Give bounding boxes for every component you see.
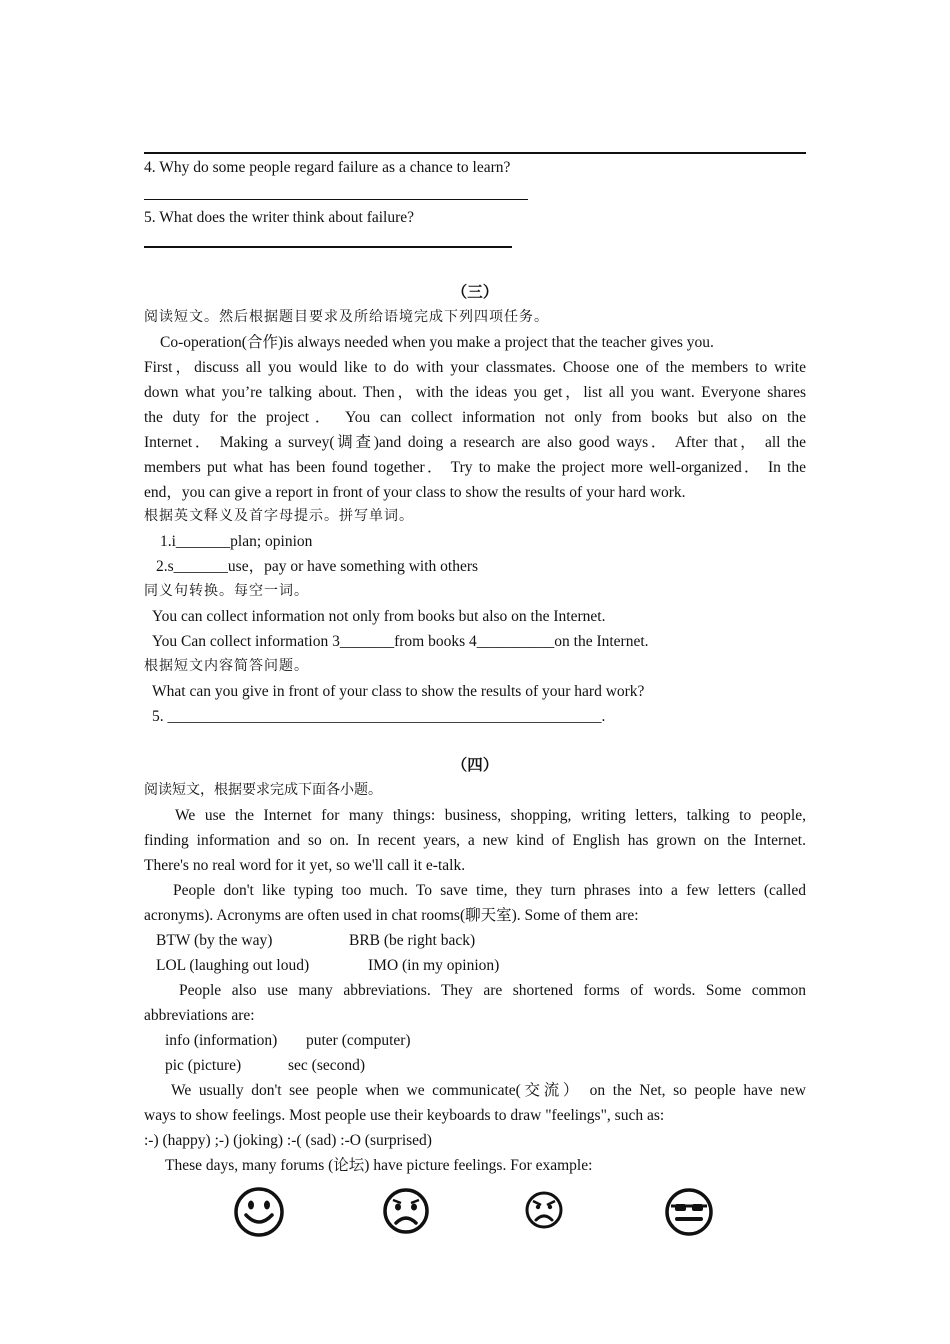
question-4: 4. Why do some people regard failure as a chance to learn? (144, 159, 511, 176)
paragraph-line: ways to show feelings. Most people use their keyboards to draw "feelings", such as: (144, 1107, 665, 1124)
section-4-title: （四） (451, 757, 499, 774)
task-3-answer[interactable]: 5. ________________________________________________________. (152, 708, 606, 725)
paragraph-line: We use the Internet for many things: business, shopping, writing letters, talking to people, (175, 807, 806, 824)
acronym-brb: BRB (be right back) (349, 932, 476, 949)
paragraph-line: finding information and so on. In recent years, a new kind of English has grown on the Internet. (144, 832, 806, 849)
task-3-instruction: 根据短文内容简答问题。 (144, 658, 309, 674)
sentence-original: You can collect information not only from books but also on the Internet. (152, 608, 606, 625)
paragraph-line: People also use many abbreviations. They are shortened forms of words. Some common (179, 982, 806, 999)
cool-face-icon (663, 1186, 715, 1238)
answer-line-5[interactable] (144, 246, 512, 248)
paragraph-line: members put what has been found together． Try to make the project more well-organized． In the (144, 459, 806, 476)
abbreviation-pic: pic (picture) (165, 1057, 242, 1074)
paragraph-line: We usually don't see people when we communicate(交流） on the Net, so people have new (171, 1082, 806, 1099)
paragraph-line: acronyms). Acronyms are often used in chat rooms(聊天室). Some of them are: (144, 907, 639, 924)
top-rule (144, 152, 806, 154)
abbreviation-sec: sec (second) (288, 1057, 366, 1074)
task-1-instruction: 根据英文释义及首字母提示。拼写单词。 (144, 508, 414, 524)
paragraph-line: First，discuss all you would like to do with your classmates. Choose one of the members to write (144, 359, 806, 376)
section-3-instruction: 阅读短文。然后根据题目要求及所给语境完成下列四项任务。 (144, 309, 549, 325)
document-page (144, 0, 806, 1344)
acronym-btw: BTW (by the way) (156, 932, 273, 949)
abbreviation-puter: puter (computer) (306, 1032, 411, 1049)
paragraph-line: down what you’re talking about. Then，with the ideas you get，list all you want. Everyone shares (144, 384, 806, 401)
paragraph-line: end，you can give a report in front of your class to show the results of your hard work. (144, 484, 686, 501)
paragraph-line: Co-operation(合作)is always needed when you make a project that the teacher gives you. (160, 334, 714, 351)
section-4-instruction: 阅读短文，根据要求完成下面各小题。 (144, 782, 382, 798)
paragraph-line: Internet． Making a survey(调查)and doing a research are also good ways． After that， all the (144, 434, 806, 451)
paragraph-line: the duty for the project． You can collect information not only from books but also on the (144, 409, 806, 426)
question-5: 5. What does the writer think about failure? (144, 209, 415, 226)
task-3-question: What can you give in front of your class to show the results of your hard work? (152, 683, 645, 700)
happy-face-icon (233, 1186, 285, 1238)
paragraph-line: People don't like typing too much. To save time, they turn phrases into a few letters (called (173, 882, 806, 899)
section-3-title: （三） (451, 284, 499, 301)
paragraph-line: There's no real word for it yet, so we'll call it e-talk. (144, 857, 466, 874)
sentence-rewrite[interactable]: You Can collect information 3_______from books 4__________on the Internet. (152, 633, 649, 650)
emoticon-list: :-) (happy) ;-) (joking) :-( (sad) :-O (surprised) (144, 1132, 432, 1149)
task-item-2[interactable]: 2.s_______use，pay or have something with others (156, 558, 479, 575)
acronym-lol: LOL (laughing out loud) (156, 957, 310, 974)
angry-face-icon (524, 1190, 564, 1230)
paragraph-line: These days, many forums (论坛) have picture feelings. For example: (165, 1157, 593, 1174)
abbreviation-info: info (information) (165, 1032, 278, 1049)
acronym-imo: IMO (in my opinion) (368, 957, 500, 974)
answer-line-4[interactable] (144, 199, 528, 200)
sad-face-icon (382, 1186, 430, 1236)
task-2-instruction: 同义句转换。每空一词。 (144, 583, 309, 599)
task-item-1[interactable]: 1.i_______plan; opinion (160, 533, 313, 550)
paragraph-line: abbreviations are: (144, 1007, 255, 1024)
